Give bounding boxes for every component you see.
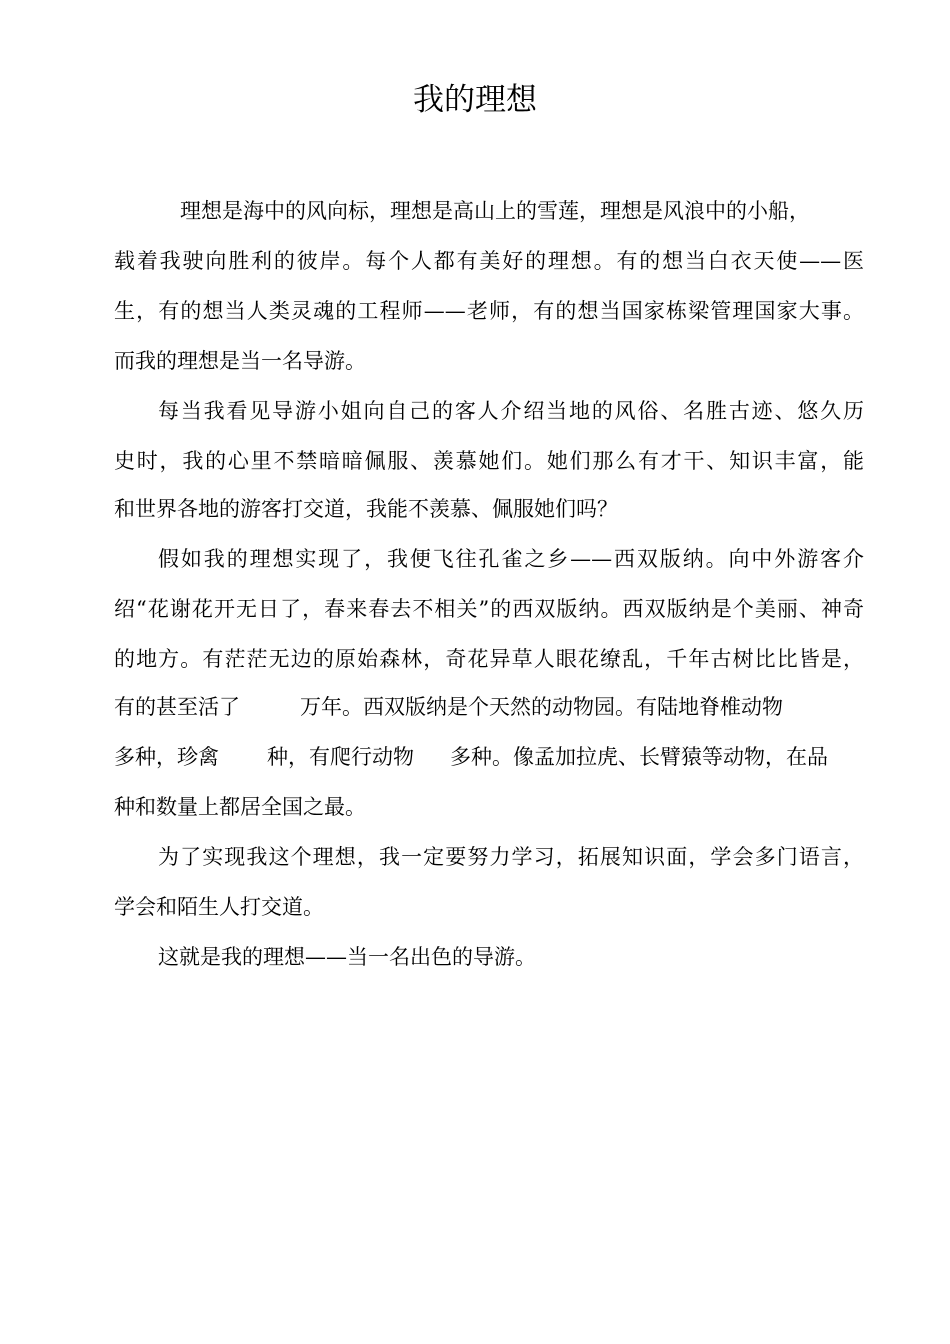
paragraph-line: 绍“花谢花开无日了，春来春去不相关”的西双版纳。西双版纳是个美丽、神奇 [114, 597, 864, 621]
paragraph-line: 这就是我的理想——当一名出色的导游。 [158, 945, 536, 969]
paragraph-line: 史时，我的心里不禁暗暗佩服、羡慕她们。她们那么有才干、知识丰富，能 [114, 449, 864, 473]
text-segment: 多种。像孟加拉虎、长臂猿等动物，在品 [450, 745, 828, 769]
text-segment: 多种，珍禽 [114, 745, 219, 769]
paragraph-line: 种和数量上都居全国之最。 [114, 795, 366, 819]
paragraph-line: 生，有的想当人类灵魂的工程师——老师，有的想当国家栋梁管理国家大事。 [114, 299, 864, 323]
paragraph-line-with-gap [114, 692, 864, 722]
text-segment: 有的甚至活了 [114, 695, 240, 719]
paragraph-line: 的地方。有茫茫无边的原始森林，奇花异草人眼花缭乱，千年古树比比皆是， [114, 647, 864, 671]
paragraph-line: 和世界各地的游客打交道，我能不羡慕、佩服她们吗？ [114, 497, 618, 521]
paragraph-line: 理想是海中的风向标，理想是高山上的雪莲，理想是风浪中的小船， [180, 199, 810, 223]
paragraph-line: 学会和陌生人打交道。 [114, 895, 324, 919]
text-segment: 万年。西双版纳是个天然的动物园。有陆地脊椎动物 [300, 695, 783, 719]
paragraph-line: 而我的理想是当一名导游。 [114, 349, 366, 373]
text-segment: 种，有爬行动物 [267, 745, 414, 769]
document-title: 我的理想 [413, 82, 537, 118]
paragraph-line-with-gap [114, 742, 864, 772]
paragraph-line: 每当我看见导游小姐向自己的客人介绍当地的风俗、名胜古迹、悠久历 [158, 399, 864, 423]
paragraph-line: 假如我的理想实现了，我便飞往孔雀之乡——西双版纳。向中外游客介 [158, 547, 864, 571]
paragraph-line: 载着我驶向胜利的彼岸。每个人都有美好的理想。有的想当白衣天使——医 [114, 249, 864, 273]
paragraph-line: 为了实现我这个理想，我一定要努力学习，拓展知识面，学会多门语言， [158, 845, 864, 869]
